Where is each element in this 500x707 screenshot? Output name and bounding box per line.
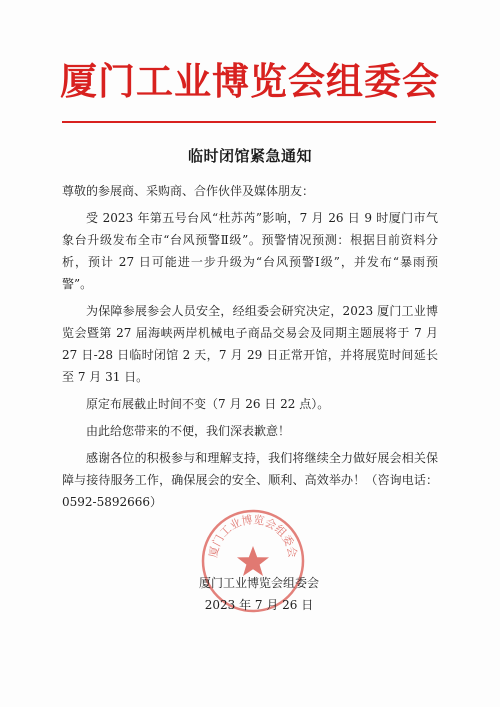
- paragraph-setup-deadline: 原定布展截止时间不变（7 月 26 日 22 点）。: [86, 397, 330, 411]
- letterhead-divider: [62, 121, 436, 123]
- signature-issuer: 厦门工业博览会组委会: [198, 576, 319, 590]
- paragraph-thanks-contact: 感谢各位的积极参与和理解支持，我们将继续全力做好展会相关保障与接待服务工作，确保展会的安全、顺利、高效举办！（咨询电话：0592-5892666）: [62, 451, 438, 509]
- signature-date: 2023 年 7 月 26 日: [204, 598, 314, 612]
- signature-block: [184, 572, 334, 616]
- paragraph-closure-decision: 为保障参展参会人员安全，经组委会研究决定，2023 厦门工业博览会暨第 27 届海峡两岸机械电子商品交易会及同期主题展将于 7 月 27 日-28 日临时闭馆 2 天，7 月 29 日正常开馆，并将展览时间延长至 7 月 31 日。: [62, 304, 438, 384]
- letterhead-title: 厦门工业博览会组委会: [60, 60, 440, 103]
- paragraph-typhoon-warning: 受 2023 年第五号台风“杜苏芮”影响，7 月 26 日 9 时厦门市气象台升级发布全市“台风预警Ⅱ级”。预警情况预测：根据目前资料分析，预计 27 日可能进一步升级为“台风预警Ⅰ级”，并发布“暴雨预警”。: [62, 211, 438, 291]
- notice-title: 临时闭馆紧急通知: [187, 147, 312, 165]
- notice-body: [62, 180, 438, 518]
- seal-text: 厦门工业博览会组委会: [206, 513, 300, 559]
- salutation: 尊敬的参展商、采购商、合作伙伴及媒体朋友：: [62, 184, 315, 198]
- paragraph-apology: 由此给您带来的不便，我们深表歉意！: [86, 424, 291, 438]
